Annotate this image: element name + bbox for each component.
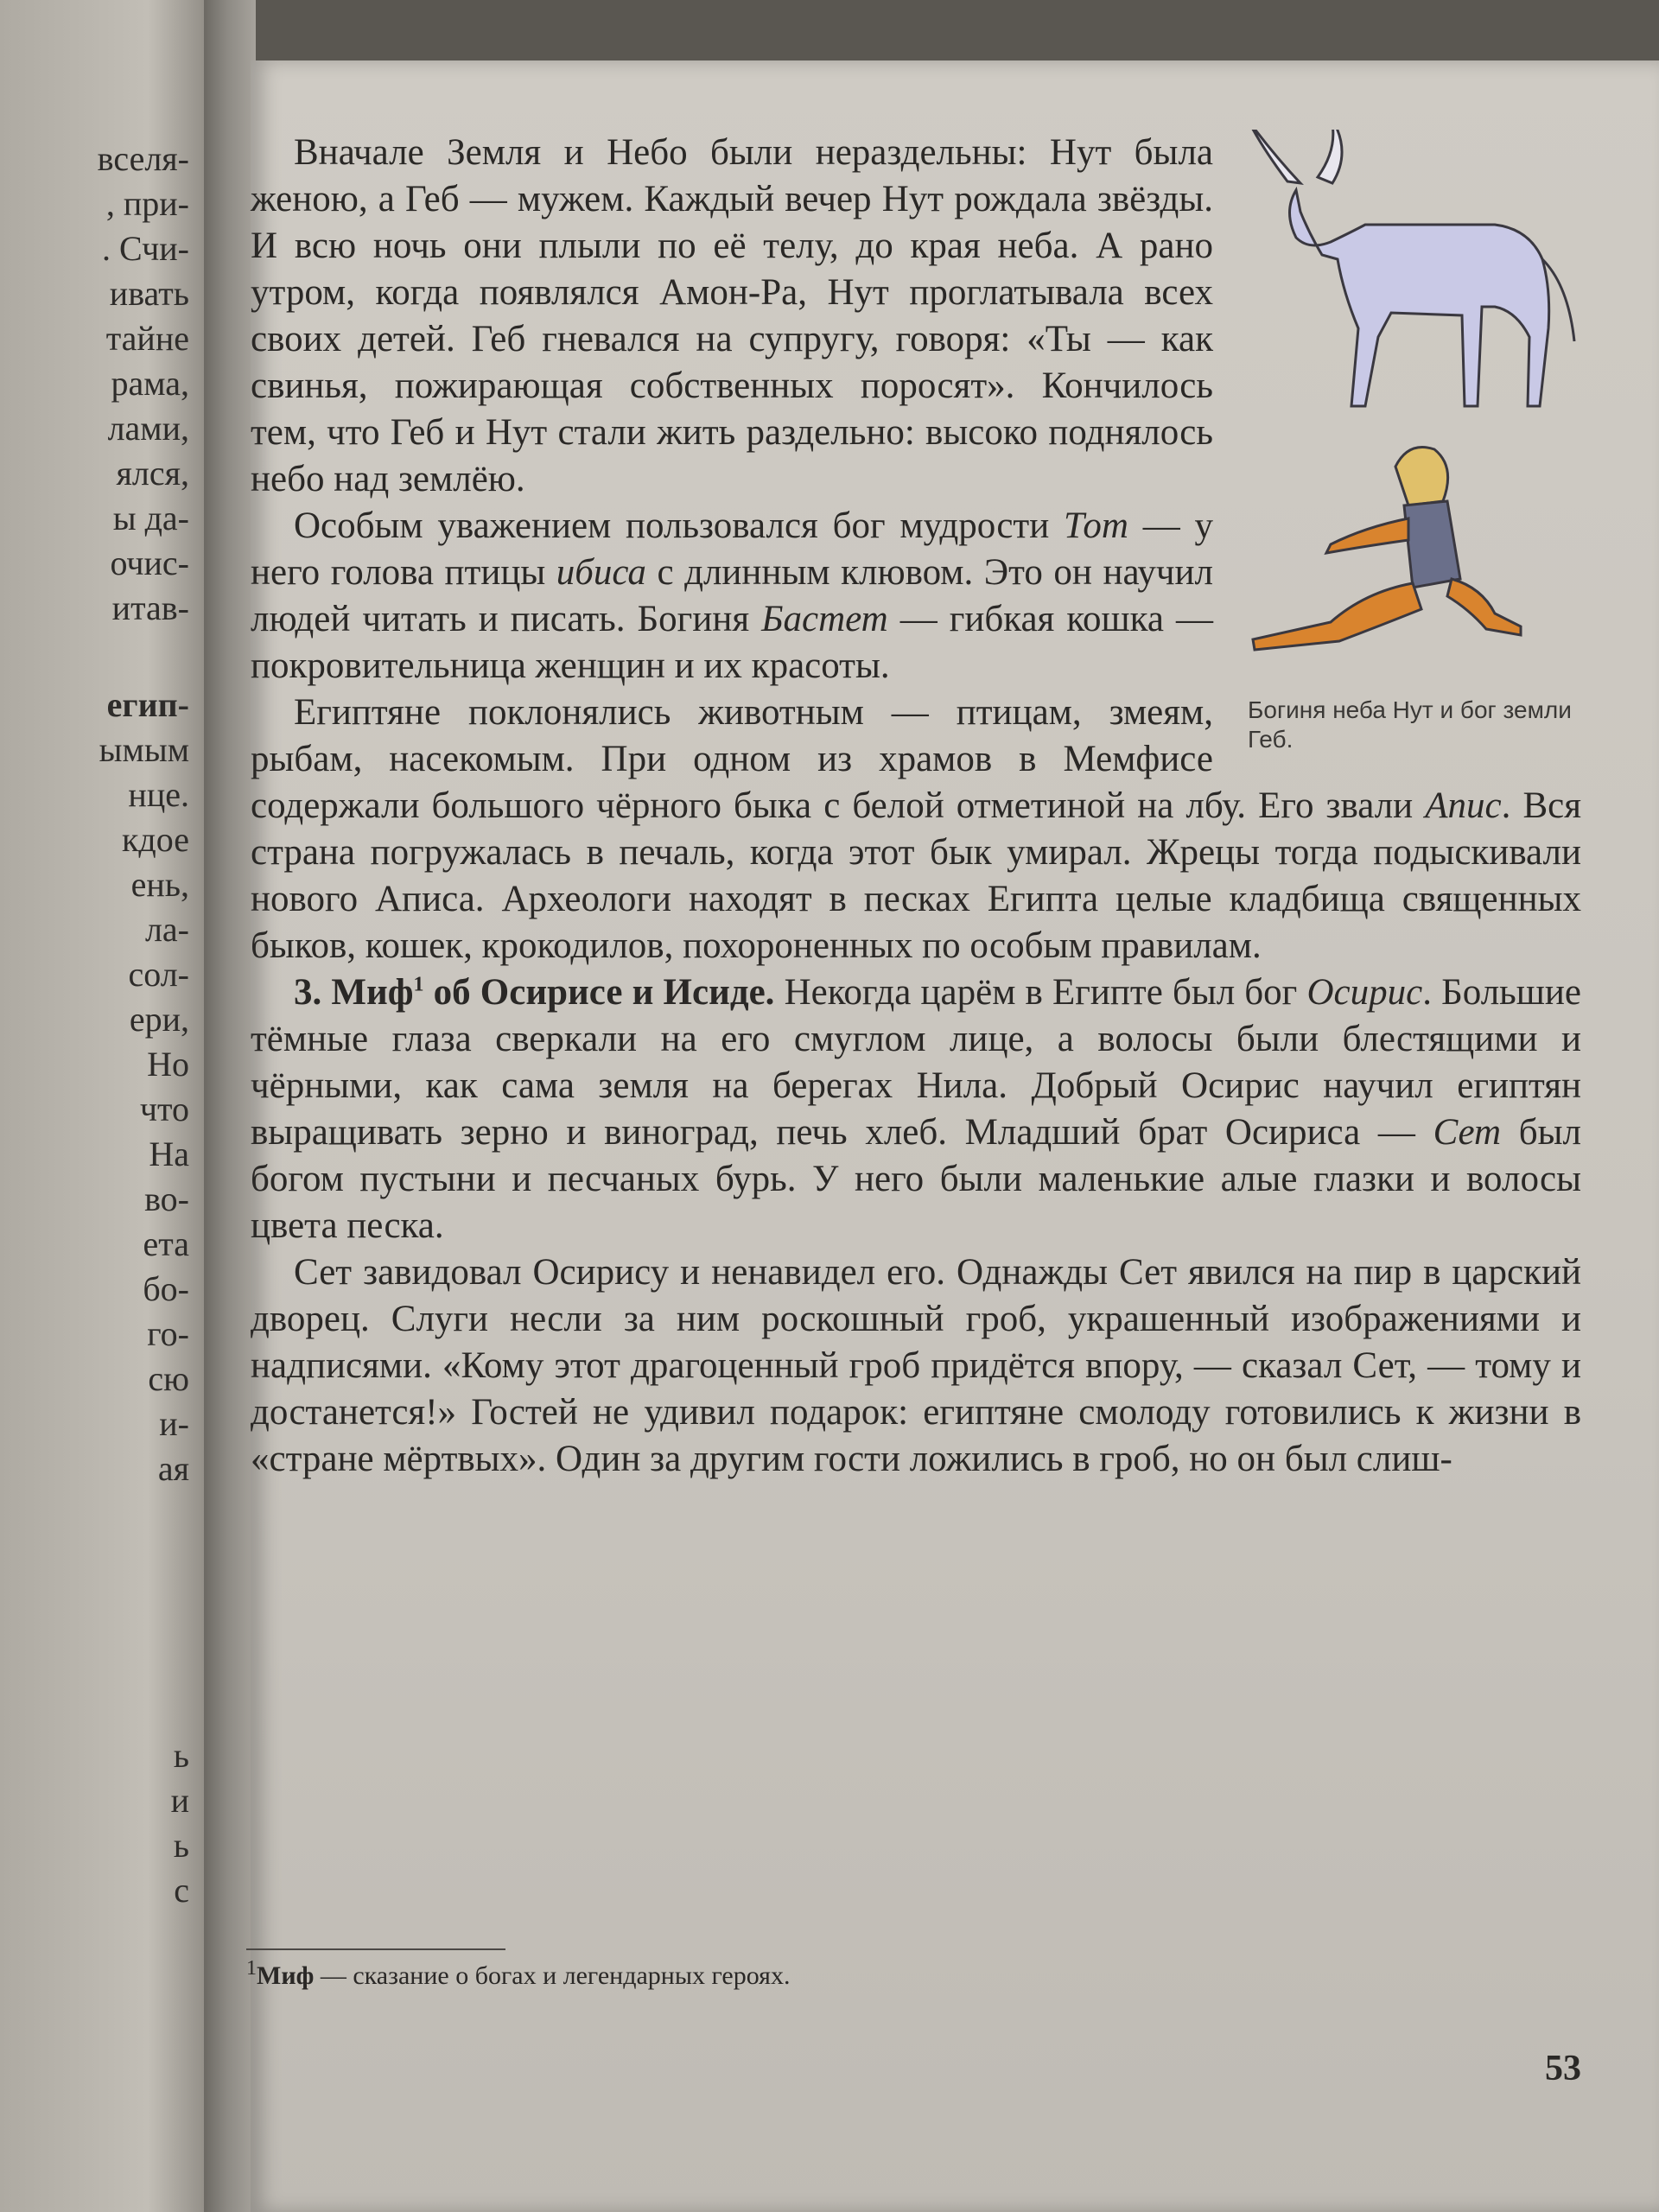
- previous-page-fragment: ая: [157, 1449, 189, 1488]
- previous-page-fragment: и: [170, 1781, 189, 1820]
- term-apis: Апис: [1425, 785, 1502, 826]
- paragraph-set-coffin: Сет завидовал Осирису и ненавидел его. Однажды Сет явился на пир в царский дворец. Слуги несли за ним роскошный гроб, украшенный изображениями и надписями. «Кому этот драгоценный гроб придётся впору, — сказал Сет, — тому и достанется!» Гостей не удивил подарок: египтяне смолоду готовились к жизни в «стране мёртвых». Один за другим гости ложились в гроб, но он был слиш-: [251, 1252, 1581, 1479]
- sky-cow-nut-icon: [1236, 130, 1581, 415]
- term-bastet: Бастет: [761, 599, 888, 639]
- previous-page-fragment: кдое: [121, 820, 189, 859]
- footnote-marker: 1: [413, 973, 424, 996]
- previous-page-fragment: ла-: [144, 910, 189, 949]
- paragraph-animals: Египтяне поклонялись животным — птицам, змеям, рыбам, насекомым. При одном из храмов в Мемфисе содержали большого чёрного быка с белой отметиной на лбу. Его звали Апис. Вся страна погружалась в печаль, когда этот бык умирал. Жрецы тогда подыскивали нового Аписа. Археологи находят в песках Египта целые кладбища священных быков, кошек, крокодилов, похороненных по особым правилам.: [251, 692, 1581, 966]
- previous-page-fragment: ымым: [99, 730, 189, 769]
- previous-page-fragment: ялся,: [116, 454, 189, 493]
- previous-page-fragment: , при-: [105, 184, 189, 223]
- previous-page-fragment: во-: [144, 1179, 189, 1218]
- book-gutter: [204, 0, 256, 2212]
- previous-page-fragment: и-: [159, 1404, 189, 1443]
- previous-page-fragment: с: [174, 1871, 189, 1910]
- previous-page-fragment: ета: [143, 1224, 189, 1263]
- previous-page-fragment: лами,: [107, 409, 189, 448]
- previous-page-fragment: сол-: [128, 955, 189, 994]
- previous-page-fragment: го-: [147, 1314, 189, 1353]
- previous-page-edge: [0, 0, 212, 2212]
- previous-page-fragment: ь: [173, 1826, 189, 1865]
- previous-page-fragment: Но: [147, 1045, 189, 1084]
- page-text: [251, 130, 1581, 1483]
- term-set: Сет: [1433, 1112, 1502, 1153]
- previous-page-fragment: ь: [173, 1736, 189, 1775]
- earth-god-geb-icon: [1236, 441, 1581, 657]
- paragraph-tot-bastet: Особым уважением пользовался бог мудрости Тот — у него голова птицы ибиса с длинным клювом. Это он научил людей читать и писать. Богиня Бастет — гибкая кошка — покровительница женщин и их красоты.: [251, 505, 1213, 686]
- footnote-divider: [246, 1948, 505, 1950]
- previous-page-fragment: егип-: [106, 685, 189, 724]
- previous-page-fragment: нце.: [128, 775, 189, 814]
- previous-page-fragment: . Счи-: [102, 229, 189, 268]
- section-heading: 3. Миф$^1$ об Осирисе и Исиде.: [294, 972, 775, 1013]
- previous-page-fragment: очис-: [110, 543, 189, 582]
- previous-page-fragment: что: [139, 1090, 189, 1128]
- previous-page-fragment: бо-: [143, 1269, 189, 1308]
- illustration-nut-and-geb: [1236, 130, 1581, 753]
- previous-page-fragment: тайне: [105, 319, 189, 358]
- previous-page-fragment: сю: [148, 1359, 189, 1398]
- previous-page-fragment: На: [149, 1135, 189, 1173]
- term-osiris: Осирис: [1306, 972, 1423, 1013]
- footnote: $^1$Миф — сказание о богах и легендарных героях.: [246, 1957, 791, 1990]
- figure-caption: Богиня неба Нут и бог земли Геб.: [1248, 696, 1572, 753]
- previous-page-fragment: ень,: [130, 865, 189, 904]
- term-tot: Тот: [1064, 505, 1128, 546]
- previous-page-fragment: ивать: [109, 274, 189, 313]
- previous-page-fragment: рама,: [111, 364, 189, 403]
- previous-page-fragment: ы да-: [112, 499, 189, 537]
- paragraph-osiris: 3. Миф$^1$ об Осирисе и Исиде. Некогда царём в Египте был бог Осирис. Большие тёмные глаза сверкали на его смуглом лице, а волосы были блестящими и чёрными, как сама земля на берегах Нила. Добрый Осирис научил египтян выращивать зерно и виноград, печь хлеб. Младший брат Осириса — Сет был богом пустыни и песчаных бурь. У него были маленькие алые глазки и волосы цвета песка.: [251, 972, 1581, 1246]
- previous-page-fragment: вселя-: [97, 139, 189, 178]
- term-ibis: ибиса: [556, 552, 646, 593]
- previous-page-fragment: ери,: [129, 1000, 189, 1039]
- paragraph-nut-geb: Вначале Земля и Небо были нераздельны: Нут была женою, а Геб — мужем. Каждый вечер Нут рождала звёзды. И всю ночь они плыли по её телу, до края неба. А рано утром, когда появлялся Амон-Ра, Нут проглатывала всех своих детей. Геб гневался на супругу, говоря: «Ты — как свинья, пожирающая собственных поросят». Кончилось тем, что Геб и Нут стали жить раздельно: высоко поднялось небо над землёю.: [251, 132, 1213, 499]
- page-number: 53: [1545, 2049, 1581, 2088]
- previous-page-fragment: итав-: [111, 588, 189, 627]
